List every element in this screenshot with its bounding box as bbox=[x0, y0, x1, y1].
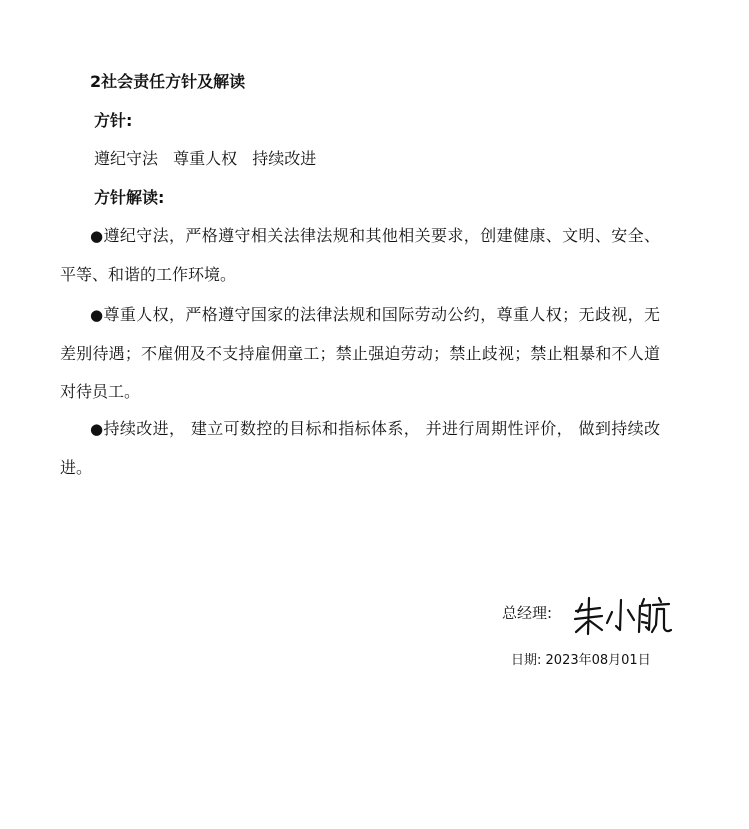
interpretation-paragraph-2 bbox=[60, 296, 660, 412]
interpretation-paragraph-1 bbox=[60, 217, 660, 294]
paragraph-text: 持续改进， 建立可数控的目标和指标体系， 并进行周期性评价， 做到持续改进。 bbox=[60, 419, 660, 477]
policy-label: 方针: bbox=[94, 111, 133, 130]
policy-item-1: 遵纪守法 bbox=[94, 149, 159, 168]
paragraph-text: 尊重人权，严格遵守国家的法律法规和国际劳动公约，尊重人权；无歧视，无差别待遇；不雇佣及不支持雇佣童工；禁止强迫劳动；禁止歧视；禁止粗暴和不人道对待员工。 bbox=[60, 305, 660, 401]
date-label: 日期: bbox=[511, 653, 542, 668]
interpretation-label: 方针解读: bbox=[94, 188, 165, 207]
signature-image bbox=[572, 592, 672, 638]
policy-items bbox=[94, 147, 326, 171]
policy-item-2: 尊重人权 bbox=[173, 149, 238, 168]
general-manager-label: 总经理: bbox=[502, 604, 553, 622]
bullet-icon: ● bbox=[90, 420, 104, 438]
section-title: 2社会责任方针及解读 bbox=[90, 72, 246, 91]
interpretation-paragraph-3 bbox=[60, 410, 660, 487]
date-line bbox=[511, 652, 651, 670]
bullet-icon: ● bbox=[90, 306, 104, 324]
paragraph-text: 遵纪守法，严格遵守相关法律法规和其他相关要求，创建健康、文明、安全、平等、和谐的工作环境。 bbox=[60, 226, 660, 284]
date-value: 2023年08月01日 bbox=[545, 653, 651, 668]
bullet-icon: ● bbox=[90, 227, 104, 245]
policy-item-3: 持续改进 bbox=[252, 149, 317, 168]
